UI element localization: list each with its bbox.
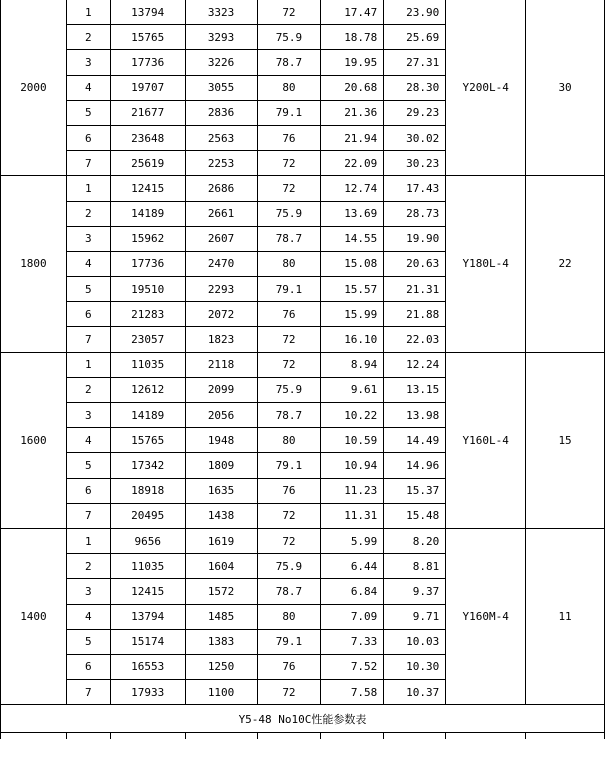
speed-cell: 2000 [1, 0, 67, 176]
row-number: 7 [66, 680, 110, 705]
pressure-cell: 1635 [185, 478, 257, 503]
stub-cell [321, 733, 384, 739]
efficiency-cell: 80 [257, 604, 321, 629]
flow-cell: 17736 [110, 50, 185, 75]
pressure-cell: 2607 [185, 226, 257, 251]
pressure-cell: 1383 [185, 629, 257, 654]
efficiency-cell: 75.9 [257, 201, 321, 226]
continuation-row [1, 733, 605, 739]
pressure-cell: 2836 [185, 100, 257, 125]
efficiency-cell: 75.9 [257, 25, 321, 50]
motor-rating-cell: 22 [526, 176, 605, 352]
row-number: 6 [66, 302, 110, 327]
pressure-cell: 1604 [185, 554, 257, 579]
row-number: 6 [66, 478, 110, 503]
motor-power-cell: 20.63 [384, 251, 446, 276]
efficiency-cell: 76 [257, 478, 321, 503]
pressure-cell: 3323 [185, 0, 257, 25]
motor-power-cell: 9.71 [384, 604, 446, 629]
speed-cell: 1800 [1, 176, 67, 352]
speed-cell: 1400 [1, 528, 67, 704]
motor-power-cell: 8.81 [384, 554, 446, 579]
shaft-power-cell: 11.31 [321, 503, 384, 528]
efficiency-cell: 76 [257, 654, 321, 679]
efficiency-cell: 79.1 [257, 277, 321, 302]
pressure-cell: 1809 [185, 453, 257, 478]
pressure-cell: 2470 [185, 251, 257, 276]
efficiency-cell: 80 [257, 428, 321, 453]
motor-power-cell: 28.30 [384, 75, 446, 100]
row-number: 2 [66, 25, 110, 50]
flow-cell: 14189 [110, 201, 185, 226]
flow-cell: 12415 [110, 579, 185, 604]
pressure-cell: 2686 [185, 176, 257, 201]
motor-model-cell: Y160L-4 [446, 352, 526, 528]
efficiency-cell: 72 [257, 151, 321, 176]
row-number: 2 [66, 377, 110, 402]
flow-cell: 13794 [110, 604, 185, 629]
flow-cell: 15174 [110, 629, 185, 654]
motor-power-cell: 28.73 [384, 201, 446, 226]
shaft-power-cell: 14.55 [321, 226, 384, 251]
row-number: 2 [66, 554, 110, 579]
stub-cell [257, 733, 321, 739]
efficiency-cell: 79.1 [257, 100, 321, 125]
flow-cell: 17342 [110, 453, 185, 478]
efficiency-cell: 78.7 [257, 579, 321, 604]
flow-cell: 9656 [110, 528, 185, 553]
caption-row [1, 705, 605, 733]
shaft-power-cell: 7.58 [321, 680, 384, 705]
efficiency-cell: 80 [257, 251, 321, 276]
flow-cell: 23057 [110, 327, 185, 352]
row-number: 5 [66, 453, 110, 478]
flow-cell: 16553 [110, 654, 185, 679]
row-number: 1 [66, 176, 110, 201]
motor-rating-cell: 30 [526, 0, 605, 176]
motor-power-cell: 21.31 [384, 277, 446, 302]
row-number: 4 [66, 75, 110, 100]
row-number: 1 [66, 528, 110, 553]
pressure-cell: 1100 [185, 680, 257, 705]
motor-power-cell: 10.03 [384, 629, 446, 654]
flow-cell: 11035 [110, 352, 185, 377]
pressure-cell: 3226 [185, 50, 257, 75]
shaft-power-cell: 22.09 [321, 151, 384, 176]
shaft-power-cell: 21.94 [321, 125, 384, 150]
shaft-power-cell: 8.94 [321, 352, 384, 377]
motor-power-cell: 30.23 [384, 151, 446, 176]
row-number: 7 [66, 503, 110, 528]
pressure-cell: 3293 [185, 25, 257, 50]
efficiency-cell: 72 [257, 352, 321, 377]
stub-cell [66, 733, 110, 739]
efficiency-cell: 75.9 [257, 377, 321, 402]
flow-cell: 17933 [110, 680, 185, 705]
shaft-power-cell: 5.99 [321, 528, 384, 553]
row-number: 3 [66, 579, 110, 604]
shaft-power-cell: 7.52 [321, 654, 384, 679]
pressure-cell: 2253 [185, 151, 257, 176]
motor-power-cell: 22.03 [384, 327, 446, 352]
pressure-cell: 1485 [185, 604, 257, 629]
flow-cell: 21677 [110, 100, 185, 125]
pressure-cell: 1438 [185, 503, 257, 528]
efficiency-cell: 72 [257, 503, 321, 528]
flow-cell: 21283 [110, 302, 185, 327]
row-number: 1 [66, 0, 110, 25]
pressure-cell: 1619 [185, 528, 257, 553]
flow-cell: 23648 [110, 125, 185, 150]
pressure-cell: 2072 [185, 302, 257, 327]
flow-cell: 19707 [110, 75, 185, 100]
pressure-cell: 3055 [185, 75, 257, 100]
pressure-cell: 1250 [185, 654, 257, 679]
pressure-cell: 1823 [185, 327, 257, 352]
shaft-power-cell: 17.47 [321, 0, 384, 25]
pressure-cell: 1948 [185, 428, 257, 453]
efficiency-cell: 72 [257, 680, 321, 705]
shaft-power-cell: 15.08 [321, 251, 384, 276]
motor-model-cell: Y180L-4 [446, 176, 526, 352]
shaft-power-cell: 18.78 [321, 25, 384, 50]
motor-power-cell: 10.30 [384, 654, 446, 679]
efficiency-cell: 78.7 [257, 50, 321, 75]
shaft-power-cell: 10.94 [321, 453, 384, 478]
table-row [1, 352, 605, 377]
row-number: 3 [66, 226, 110, 251]
pressure-cell: 1572 [185, 579, 257, 604]
pressure-cell: 2563 [185, 125, 257, 150]
efficiency-cell: 72 [257, 0, 321, 25]
table-row [1, 176, 605, 201]
efficiency-cell: 72 [257, 176, 321, 201]
pressure-cell: 2293 [185, 277, 257, 302]
flow-cell: 12415 [110, 176, 185, 201]
row-number: 4 [66, 428, 110, 453]
pressure-cell: 2661 [185, 201, 257, 226]
shaft-power-cell: 6.84 [321, 579, 384, 604]
shaft-power-cell: 12.74 [321, 176, 384, 201]
efficiency-cell: 72 [257, 327, 321, 352]
row-number: 1 [66, 352, 110, 377]
flow-cell: 13794 [110, 0, 185, 25]
row-number: 6 [66, 654, 110, 679]
flow-cell: 20495 [110, 503, 185, 528]
shaft-power-cell: 7.33 [321, 629, 384, 654]
motor-power-cell: 25.69 [384, 25, 446, 50]
motor-power-cell: 21.88 [384, 302, 446, 327]
flow-cell: 19510 [110, 277, 185, 302]
speed-cell: 1600 [1, 352, 67, 528]
motor-power-cell: 27.31 [384, 50, 446, 75]
table-row [1, 528, 605, 553]
row-number: 7 [66, 151, 110, 176]
row-number: 5 [66, 629, 110, 654]
motor-power-cell: 17.43 [384, 176, 446, 201]
row-number: 5 [66, 100, 110, 125]
efficiency-cell: 79.1 [257, 629, 321, 654]
efficiency-cell: 72 [257, 528, 321, 553]
stub-cell [1, 733, 67, 739]
efficiency-cell: 78.7 [257, 226, 321, 251]
table-caption: Y5-48 No10C性能参数表 [1, 705, 605, 733]
flow-cell: 17736 [110, 251, 185, 276]
flow-cell: 15765 [110, 25, 185, 50]
table-body [1, 0, 605, 705]
shaft-power-cell: 16.10 [321, 327, 384, 352]
motor-rating-cell: 15 [526, 352, 605, 528]
shaft-power-cell: 11.23 [321, 478, 384, 503]
motor-power-cell: 8.20 [384, 528, 446, 553]
motor-power-cell: 14.96 [384, 453, 446, 478]
stub-cell [384, 733, 446, 739]
shaft-power-cell: 6.44 [321, 554, 384, 579]
stub-cell [110, 733, 185, 739]
shaft-power-cell: 21.36 [321, 100, 384, 125]
motor-model-cell: Y160M-4 [446, 528, 526, 704]
motor-power-cell: 23.90 [384, 0, 446, 25]
flow-cell: 14189 [110, 403, 185, 428]
row-number: 6 [66, 125, 110, 150]
flow-cell: 25619 [110, 151, 185, 176]
pressure-cell: 2099 [185, 377, 257, 402]
shaft-power-cell: 9.61 [321, 377, 384, 402]
row-number: 3 [66, 50, 110, 75]
efficiency-cell: 79.1 [257, 453, 321, 478]
motor-power-cell: 15.37 [384, 478, 446, 503]
row-number: 5 [66, 277, 110, 302]
motor-power-cell: 30.02 [384, 125, 446, 150]
row-number: 3 [66, 403, 110, 428]
shaft-power-cell: 10.22 [321, 403, 384, 428]
stub-cell [185, 733, 257, 739]
efficiency-cell: 76 [257, 302, 321, 327]
shaft-power-cell: 13.69 [321, 201, 384, 226]
shaft-power-cell: 19.95 [321, 50, 384, 75]
motor-power-cell: 13.98 [384, 403, 446, 428]
efficiency-cell: 80 [257, 75, 321, 100]
row-number: 7 [66, 327, 110, 352]
stub-cell [526, 733, 605, 739]
flow-cell: 11035 [110, 554, 185, 579]
shaft-power-cell: 15.57 [321, 277, 384, 302]
motor-power-cell: 9.37 [384, 579, 446, 604]
flow-cell: 12612 [110, 377, 185, 402]
motor-power-cell: 29.23 [384, 100, 446, 125]
flow-cell: 15962 [110, 226, 185, 251]
flow-cell: 15765 [110, 428, 185, 453]
row-number: 4 [66, 251, 110, 276]
motor-power-cell: 19.90 [384, 226, 446, 251]
efficiency-cell: 75.9 [257, 554, 321, 579]
shaft-power-cell: 20.68 [321, 75, 384, 100]
shaft-power-cell: 15.99 [321, 302, 384, 327]
row-number: 4 [66, 604, 110, 629]
pressure-cell: 2118 [185, 352, 257, 377]
motor-power-cell: 12.24 [384, 352, 446, 377]
motor-rating-cell: 11 [526, 528, 605, 704]
motor-power-cell: 14.49 [384, 428, 446, 453]
row-number: 2 [66, 201, 110, 226]
motor-power-cell: 15.48 [384, 503, 446, 528]
motor-model-cell: Y200L-4 [446, 0, 526, 176]
efficiency-cell: 78.7 [257, 403, 321, 428]
efficiency-cell: 76 [257, 125, 321, 150]
shaft-power-cell: 10.59 [321, 428, 384, 453]
shaft-power-cell: 7.09 [321, 604, 384, 629]
flow-cell: 18918 [110, 478, 185, 503]
table-row [1, 0, 605, 25]
motor-power-cell: 10.37 [384, 680, 446, 705]
motor-power-cell: 13.15 [384, 377, 446, 402]
pressure-cell: 2056 [185, 403, 257, 428]
stub-cell [446, 733, 526, 739]
